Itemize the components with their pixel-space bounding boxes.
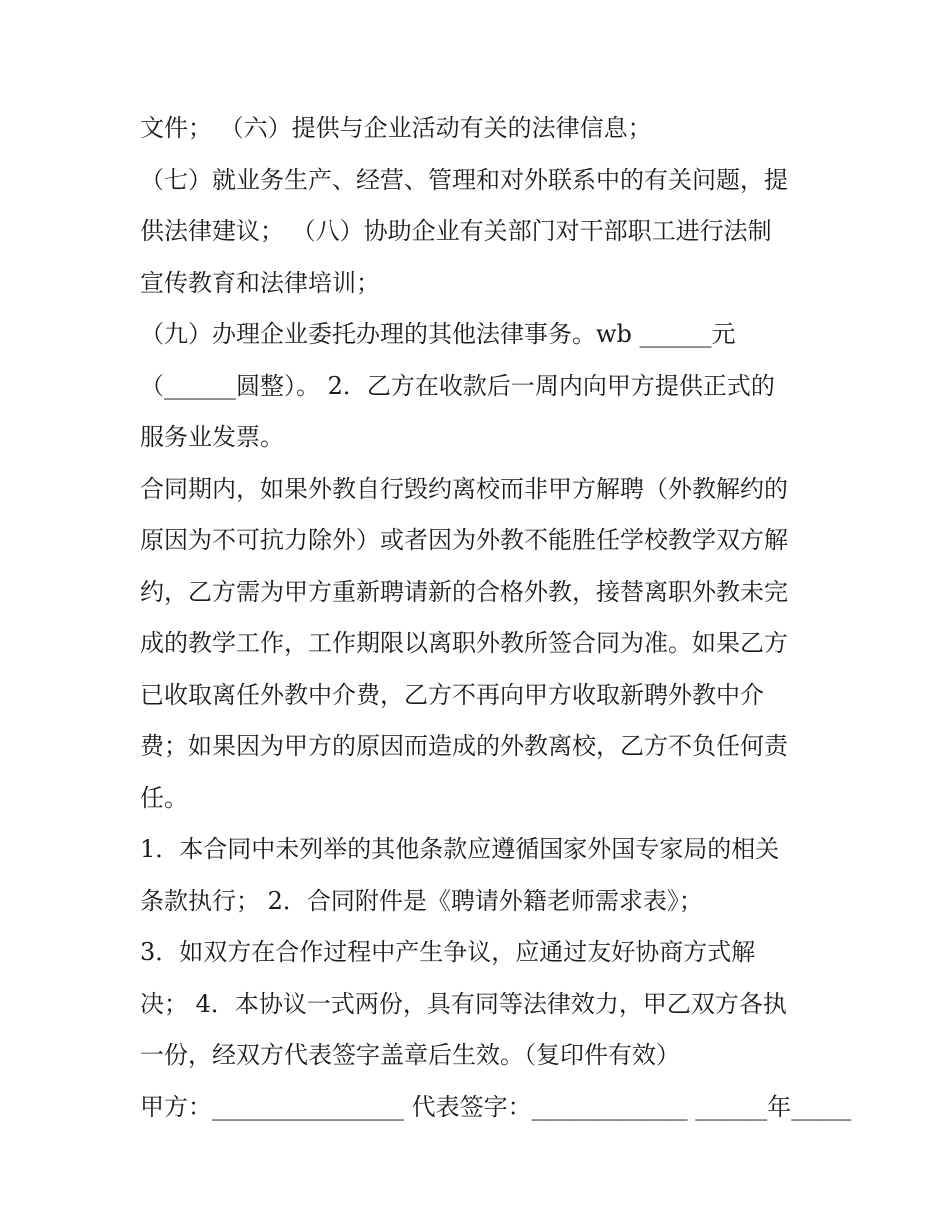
text-line-11: 成的教学工作，工作期限以离职外教所签合同为准。如果乙方 — [140, 629, 788, 657]
text-line-5: （九）办理企业委托办理的其他法律事务。wb ______元 — [140, 320, 736, 348]
text-line-17: 3．如双方在合作过程中产生争议，应通过友好协商方式解 — [140, 938, 756, 966]
signature-line: 甲方：________________ 代表签字：_____________ ______年_____ — [140, 1092, 852, 1121]
text-line-16: 条款执行； 2．合同附件是《聘请外籍老师需求表》； — [140, 886, 703, 915]
text-line-14: 任。 — [140, 783, 188, 812]
text-line-3: 供法律建议； （八）协助企业有关部门对干部职工进行法制 — [140, 217, 772, 245]
text-line-8: 合同期内，如果外教自行毁约离校而非甲方解聘（外教解约的 — [140, 474, 788, 503]
text-line-15: 1．本合同中未列举的其他条款应遵循国家外国专家局的相关 — [140, 835, 780, 863]
contract-body — [140, 103, 852, 1133]
text-line-6: （______圆整）。 2．乙方在收款后一周内向甲方提供正式的 — [140, 371, 775, 400]
text-line-1: 文件； （六）提供与企业活动有关的法律信息； — [140, 114, 652, 142]
text-line-19: 一份，经双方代表签字盖章后生效。（复印件有效） — [140, 1041, 680, 1069]
text-line-13: 费；如果因为甲方的原因而造成的外教离校，乙方不负任何责 — [140, 732, 788, 760]
text-line-10: 约，乙方需为甲方重新聘请新的合格外教，接替离职外教未完 — [140, 577, 788, 606]
text-line-7: 服务业发票。 — [140, 423, 284, 451]
text-line-18: 决； 4．本协议一式两份，具有同等法律效力，甲乙双方各执 — [140, 989, 787, 1018]
text-line-2: （七）就业务生产、经营、管理和对外联系中的有关问题，提 — [140, 165, 788, 194]
text-line-12: 已收取离任外教中介费，乙方不再向甲方收取新聘外教中介 — [140, 680, 764, 709]
text-line-9: 原因为不可抗力除外）或者因为外教不能胜任学校教学双方解 — [140, 526, 788, 554]
text-line-4: 宣传教育和法律培训； — [140, 268, 380, 297]
